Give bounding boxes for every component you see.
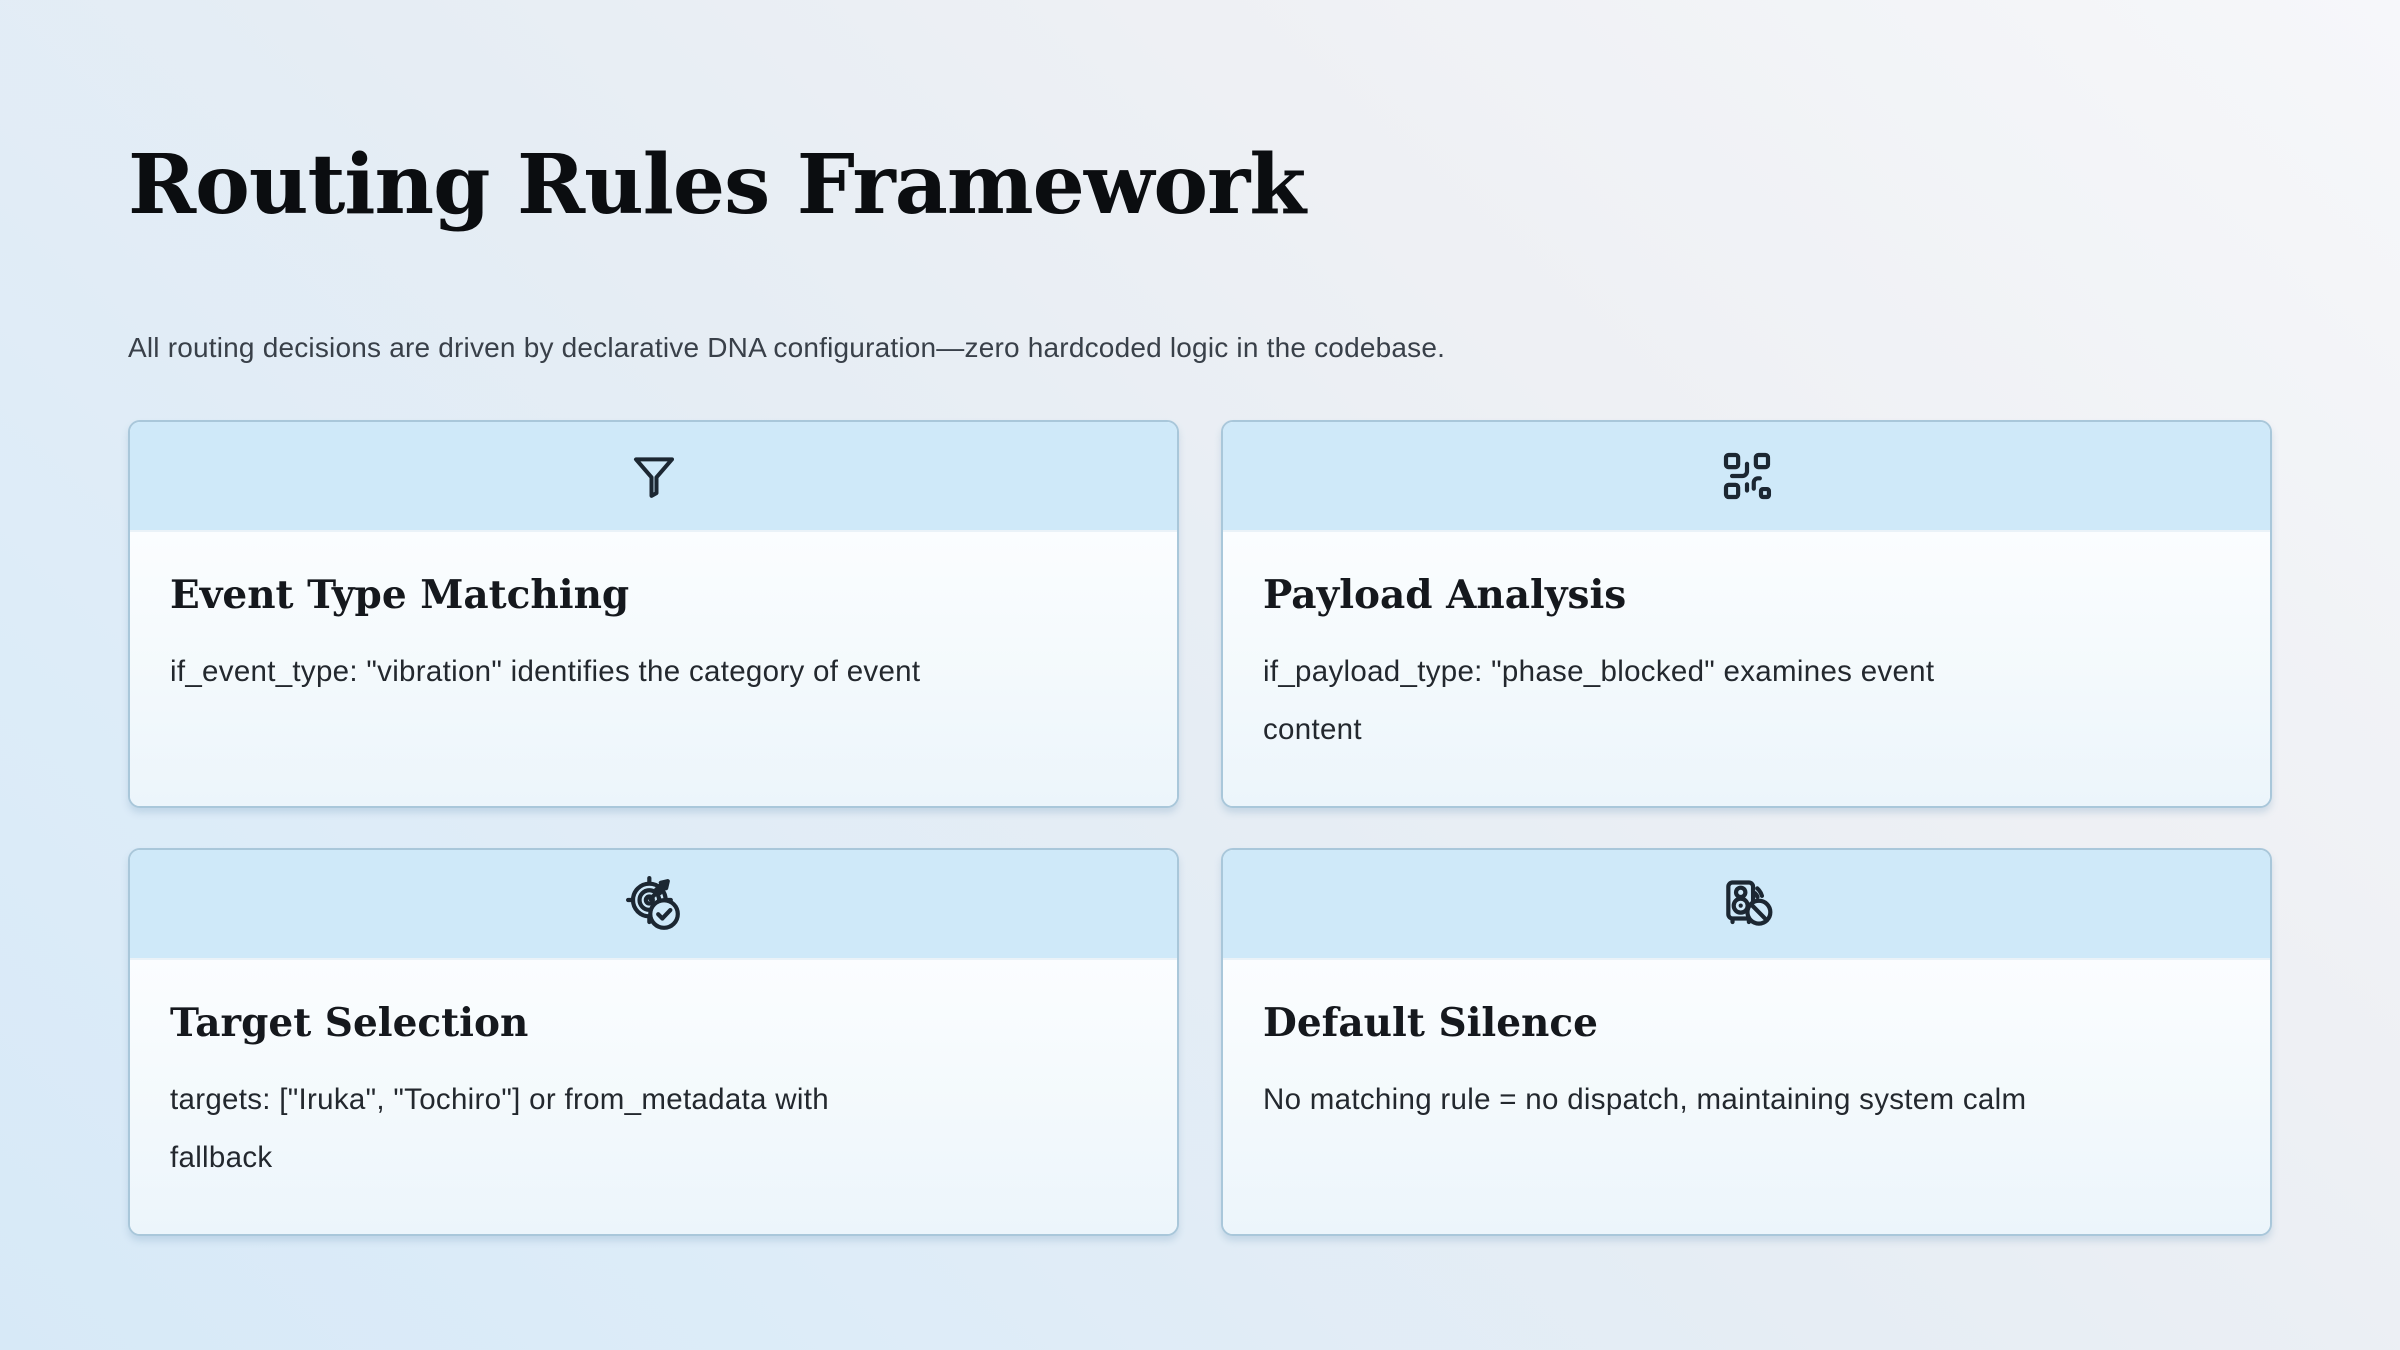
card-description <box>1263 643 2230 759</box>
card-header <box>1223 850 2270 960</box>
page-title: Routing Rules Framework <box>128 137 1306 233</box>
target-check-icon <box>626 876 682 932</box>
card-body <box>130 532 1177 806</box>
card-description <box>170 643 1137 701</box>
card-default-silence <box>1221 848 2272 1236</box>
card-title: Default Silence <box>1263 1000 1598 1047</box>
cards-grid <box>128 420 2272 1236</box>
card-title: Target Selection <box>170 1000 529 1047</box>
card-header <box>130 422 1177 532</box>
qr-code-icon <box>1719 448 1775 504</box>
card-event-type-matching <box>128 420 1179 808</box>
card-target-selection <box>128 848 1179 1236</box>
speaker-ban-icon <box>1719 876 1775 932</box>
card-title: Payload Analysis <box>1263 572 1627 619</box>
card-body <box>130 960 1177 1234</box>
card-body <box>1223 960 2270 1234</box>
description-line: fallback <box>170 1140 273 1174</box>
description-line: No matching rule = no dispatch, maintaining system calm <box>1263 1082 2027 1116</box>
card-body <box>1223 532 2270 806</box>
card-title: Event Type Matching <box>170 572 630 619</box>
card-header <box>130 850 1177 960</box>
page-subtitle: All routing decisions are driven by declarative DNA configuration—zero hardcoded logic in the codebase. <box>128 332 1446 364</box>
card-header <box>1223 422 2270 532</box>
card-description <box>1263 1071 2230 1129</box>
card-description <box>170 1071 1137 1187</box>
description-line: targets: ["Iruka", "Tochiro"] or from_metadata with <box>170 1082 829 1116</box>
card-payload-analysis <box>1221 420 2272 808</box>
funnel-icon <box>627 449 681 503</box>
description-line: if_event_type: "vibration" identifies the category of event <box>170 654 921 688</box>
description-line: if_payload_type: "phase_blocked" examines event <box>1263 654 1935 688</box>
description-line: content <box>1263 712 1362 746</box>
